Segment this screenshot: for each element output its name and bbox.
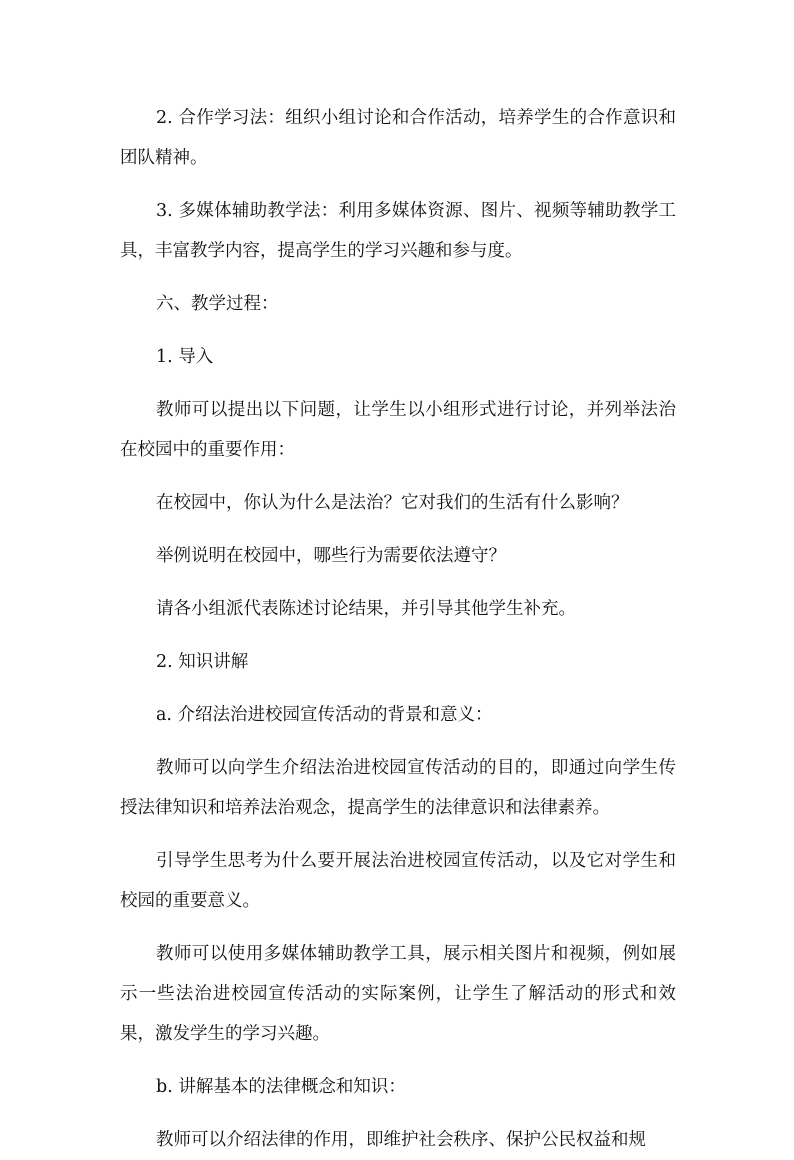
paragraph-question-one: 在校园中，你认为什么是法治？它对我们的生活有什么影响？	[156, 493, 629, 513]
subheading-legal-concepts: b. 讲解基本的法律概念和知识：	[156, 1077, 406, 1097]
paragraph-purpose: 教师可以向学生介绍法治进校园宣传活动的目的，即通过向学生传授法律知识和培养法治观念，提高学生的法律意识和法律素养。	[120, 758, 676, 818]
paragraph-group-report: 请各小组派代表陈述讨论结果，并引导其他学生补充。	[156, 599, 576, 619]
paragraph-reflection: 引导学生思考为什么要开展法治进校园宣传活动，以及它对学生和校园的重要意义。	[120, 851, 676, 911]
paragraph-question-two: 举例说明在校园中，哪些行为需要依法遵守？	[156, 546, 506, 566]
paragraph-multimedia-cases: 教师可以使用多媒体辅助教学工具，展示相关图片和视频，例如展示一些法治进校园宣传活动的实际案例，让学生了解活动的形式和效果，激发学生的学习兴趣。	[120, 944, 676, 1044]
subheading-introduction: 1. 导入	[156, 347, 214, 367]
paragraph-multimedia-method: 3. 多媒体辅助教学法：利用多媒体资源、图片、视频等辅助教学工具，丰富教学内容，提高学生的学习兴趣和参与度。	[120, 201, 676, 261]
paragraph-cooperative-learning: 2. 合作学习法：组织小组讨论和合作活动，培养学生的合作意识和团队精神。	[120, 108, 676, 168]
paragraph-law-function: 教师可以介绍法律的作用，即维护社会秩序、保护公民权益和规	[156, 1130, 646, 1150]
subheading-knowledge: 2. 知识讲解	[156, 652, 249, 672]
section-heading-teaching-process: 六、教学过程：	[156, 294, 279, 314]
paragraph-intro-questions: 教师可以提出以下问题，让学生以小组形式进行讨论，并列举法治在校园中的重要作用：	[120, 400, 676, 460]
subheading-background: a. 介绍法治进校园宣传活动的背景和意义：	[156, 705, 493, 725]
document-body	[120, 98, 676, 1160]
